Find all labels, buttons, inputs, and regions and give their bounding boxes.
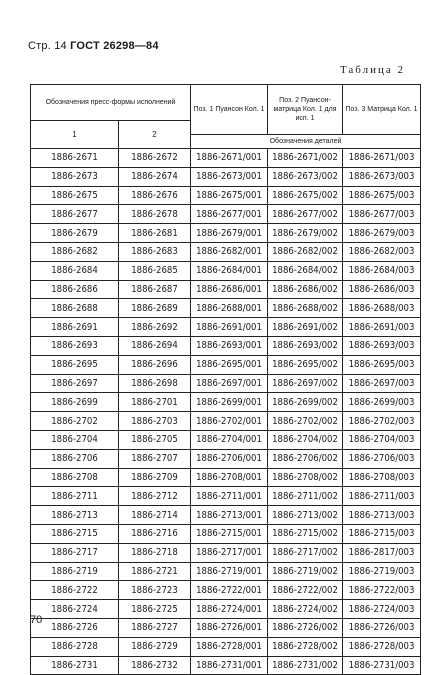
table-cell: 1886-2729: [119, 637, 191, 656]
table-row: [31, 242, 421, 261]
table-cell: 1886-2706/002: [268, 449, 343, 468]
header-variant-2: 2: [119, 121, 191, 149]
table-cell: 1886-2711: [31, 487, 119, 506]
table-cell: 1886-2718: [119, 543, 191, 562]
table-cell: 1886-2724: [31, 600, 119, 619]
table-cell: 1886-2722/003: [343, 581, 421, 600]
table-cell: 1886-2724/003: [343, 600, 421, 619]
table-cell: 1886-2673/001: [191, 167, 268, 186]
table-cell: 1886-2702/002: [268, 412, 343, 431]
table-row: [31, 224, 421, 243]
table-cell: 1886-2714: [119, 506, 191, 525]
table-cell: 1886-2693/003: [343, 336, 421, 355]
table-cell: 1886-2697/001: [191, 374, 268, 393]
table-cell: 1886-2682/001: [191, 242, 268, 261]
table-cell: 1886-2693: [31, 336, 119, 355]
table-cell: 1886-2695/002: [268, 355, 343, 374]
table-cell: 1886-2703: [119, 412, 191, 431]
table-cell: 1886-2713/001: [191, 506, 268, 525]
table-row: [31, 656, 421, 675]
table-cell: 1886-2685: [119, 261, 191, 280]
table-cell: 1886-2695/003: [343, 355, 421, 374]
header-variant-1: 1: [31, 121, 119, 149]
table-cell: 1886-2717: [31, 543, 119, 562]
table-cell: 1886-2704/001: [191, 430, 268, 449]
table-row: [31, 600, 421, 619]
table-cell: 1886-2719: [31, 562, 119, 581]
table-cell: 1886-2726/001: [191, 618, 268, 637]
table-cell: 1886-2722/001: [191, 581, 268, 600]
table-cell: 1886-2682/003: [343, 242, 421, 261]
table-cell: 1886-2717/001: [191, 543, 268, 562]
table-cell: 1886-2705: [119, 430, 191, 449]
table-cell: 1886-2671: [31, 149, 119, 168]
header-pos3-die: Поз. 3 Матрица Кол. 1: [343, 85, 421, 135]
table-cell: 1886-2687: [119, 280, 191, 299]
table-cell: 1886-2675/001: [191, 186, 268, 205]
table-cell: 1886-2704: [31, 430, 119, 449]
table-cell: 1886-2686: [31, 280, 119, 299]
table-cell: 1886-2689: [119, 299, 191, 318]
table-cell: 1886-2708: [31, 468, 119, 487]
table-row: [31, 393, 421, 412]
running-head-prefix: Стр. 14: [28, 40, 67, 52]
table-cell: 1886-2731/001: [191, 656, 268, 675]
table-row: [31, 543, 421, 562]
table-cell: 1886-2673/003: [343, 167, 421, 186]
table-cell: 1886-2678: [119, 205, 191, 224]
table-cell: 1886-2677/003: [343, 205, 421, 224]
table-row: [31, 186, 421, 205]
table-cell: 1886-2715: [31, 524, 119, 543]
table-row: [31, 581, 421, 600]
table-cell: 1886-2708/002: [268, 468, 343, 487]
table-row: [31, 167, 421, 186]
table-cell: 1886-2691: [31, 318, 119, 337]
table-cell: 1886-2726: [31, 618, 119, 637]
table-row: [31, 261, 421, 280]
table-row: [31, 637, 421, 656]
table-cell: 1886-2691/002: [268, 318, 343, 337]
table-cell: 1886-2671/001: [191, 149, 268, 168]
header-mold-designations: Обозначения пресс-формы исполнений: [31, 85, 191, 121]
table-cell: 1886-2711/003: [343, 487, 421, 506]
table-cell: 1886-2697/002: [268, 374, 343, 393]
table-cell: 1886-2688/001: [191, 299, 268, 318]
table-cell: 1886-2688/003: [343, 299, 421, 318]
table-cell: 1886-2732: [119, 656, 191, 675]
table-cell: 1886-2725: [119, 600, 191, 619]
table-cell: 1886-2699/002: [268, 393, 343, 412]
running-head: [28, 40, 159, 52]
table-cell: 1886-2684: [31, 261, 119, 280]
table-cell: 1886-2675/002: [268, 186, 343, 205]
table-row: [31, 355, 421, 374]
table-cell: 1886-2696: [119, 355, 191, 374]
table-title: Таблица 2: [339, 64, 405, 76]
table-cell: 1886-2682: [31, 242, 119, 261]
table-cell: 1886-2679/002: [268, 224, 343, 243]
table-cell: 1886-2688/002: [268, 299, 343, 318]
table-body: [31, 149, 421, 675]
table-cell: 1886-2688: [31, 299, 119, 318]
table-cell: 1886-2706/001: [191, 449, 268, 468]
table-cell: 1886-2682/002: [268, 242, 343, 261]
table-cell: 1886-2719/003: [343, 562, 421, 581]
table-cell: 1886-2691/001: [191, 318, 268, 337]
table-cell: 1886-2672: [119, 149, 191, 168]
table-cell: 1886-2711/001: [191, 487, 268, 506]
table-cell: 1886-2713/003: [343, 506, 421, 525]
table-cell: 1886-2726/003: [343, 618, 421, 637]
table-row: [31, 562, 421, 581]
table-row: [31, 374, 421, 393]
table-cell: 1886-2679/001: [191, 224, 268, 243]
table-cell: 1886-2677: [31, 205, 119, 224]
table-cell: 1886-2724/002: [268, 600, 343, 619]
table-cell: 1886-2706: [31, 449, 119, 468]
table-row: [31, 506, 421, 525]
table-cell: 1886-2675: [31, 186, 119, 205]
table-cell: 1886-2675/003: [343, 186, 421, 205]
header-pos2-punch-die: Поз. 2 Пуансон-матрица Кол. 1 для исп. 1: [268, 85, 343, 135]
table-row: [31, 318, 421, 337]
table-cell: 1886-2695/001: [191, 355, 268, 374]
table-row: [31, 618, 421, 637]
table-row: [31, 299, 421, 318]
table-cell: 1886-2693/001: [191, 336, 268, 355]
table-row: [31, 280, 421, 299]
table-row: [31, 430, 421, 449]
table-cell: 1886-2708/003: [343, 468, 421, 487]
table-cell: 1886-2728/001: [191, 637, 268, 656]
table-cell: 1886-2699/003: [343, 393, 421, 412]
table-cell: 1886-2701: [119, 393, 191, 412]
table-cell: 1886-2723: [119, 581, 191, 600]
table-cell: 1886-2693/002: [268, 336, 343, 355]
table-cell: 1886-2716: [119, 524, 191, 543]
table-cell: 1886-2719/002: [268, 562, 343, 581]
table-cell: 1886-2727: [119, 618, 191, 637]
table-cell: 1886-2722/002: [268, 581, 343, 600]
table-cell: 1886-2671/003: [343, 149, 421, 168]
table-cell: 1886-2728/003: [343, 637, 421, 656]
table-cell: 1886-2699/001: [191, 393, 268, 412]
table-cell: 1886-2712: [119, 487, 191, 506]
table-cell: 1886-2706/003: [343, 449, 421, 468]
table-cell: 1886-2711/002: [268, 487, 343, 506]
table-cell: 1886-2677/001: [191, 205, 268, 224]
table-cell: 1886-2728/002: [268, 637, 343, 656]
table-cell: 1886-2721: [119, 562, 191, 581]
table-cell: 1886-2673/002: [268, 167, 343, 186]
table-cell: 1886-2679/003: [343, 224, 421, 243]
table-cell: 1886-2674: [119, 167, 191, 186]
table-cell: 1886-2704/003: [343, 430, 421, 449]
table-row: [31, 524, 421, 543]
table-row: [31, 468, 421, 487]
table-cell: 1886-2817/003: [343, 543, 421, 562]
table-row: [31, 149, 421, 168]
table-cell: 1886-2683: [119, 242, 191, 261]
table-cell: 1886-2731/002: [268, 656, 343, 675]
designation-table: [30, 84, 421, 675]
table-row: [31, 487, 421, 506]
table-cell: 1886-2715/002: [268, 524, 343, 543]
table-cell: 1886-2707: [119, 449, 191, 468]
table-cell: 1886-2715/001: [191, 524, 268, 543]
table-cell: 1886-2677/002: [268, 205, 343, 224]
table-cell: 1886-2697: [31, 374, 119, 393]
table-cell: 1886-2684/001: [191, 261, 268, 280]
table-cell: 1886-2713/002: [268, 506, 343, 525]
table-row: [31, 205, 421, 224]
table-cell: 1886-2679: [31, 224, 119, 243]
table-cell: 1886-2686/002: [268, 280, 343, 299]
table-cell: 1886-2686/003: [343, 280, 421, 299]
header-part-designations: Обозначения деталей: [191, 135, 421, 149]
table-cell: 1886-2731: [31, 656, 119, 675]
table-cell: 1886-2728: [31, 637, 119, 656]
table-cell: 1886-2686/001: [191, 280, 268, 299]
page-number: 70: [30, 614, 43, 626]
table-cell: 1886-2676: [119, 186, 191, 205]
table-cell: 1886-2708/001: [191, 468, 268, 487]
running-head-standard: ГОСТ 26298—84: [70, 40, 159, 52]
table-cell: 1886-2715/003: [343, 524, 421, 543]
table-cell: 1886-2702/001: [191, 412, 268, 431]
table-cell: 1886-2713: [31, 506, 119, 525]
table-cell: 1886-2719/001: [191, 562, 268, 581]
table-cell: 1886-2704/002: [268, 430, 343, 449]
table-cell: 1886-2673: [31, 167, 119, 186]
table-row: [31, 336, 421, 355]
table-cell: 1886-2717/002: [268, 543, 343, 562]
table-cell: 1886-2697/003: [343, 374, 421, 393]
header-pos1-punch: Поз. 1 Пуансон Кол. 1: [191, 85, 268, 135]
table-cell: 1886-2722: [31, 581, 119, 600]
table-row: [31, 412, 421, 431]
table-cell: 1886-2698: [119, 374, 191, 393]
table-cell: 1886-2724/001: [191, 600, 268, 619]
table-cell: 1886-2692: [119, 318, 191, 337]
table-cell: 1886-2691/003: [343, 318, 421, 337]
table-cell: 1886-2695: [31, 355, 119, 374]
table-cell: 1886-2702/003: [343, 412, 421, 431]
table-cell: 1886-2702: [31, 412, 119, 431]
table-cell: 1886-2684/002: [268, 261, 343, 280]
table-cell: 1886-2699: [31, 393, 119, 412]
table-row: [31, 449, 421, 468]
table-cell: 1886-2726/002: [268, 618, 343, 637]
table-cell: 1886-2731/003: [343, 656, 421, 675]
table-cell: 1886-2684/003: [343, 261, 421, 280]
table-cell: 1886-2671/002: [268, 149, 343, 168]
table-cell: 1886-2681: [119, 224, 191, 243]
table-cell: 1886-2694: [119, 336, 191, 355]
table-cell: 1886-2709: [119, 468, 191, 487]
